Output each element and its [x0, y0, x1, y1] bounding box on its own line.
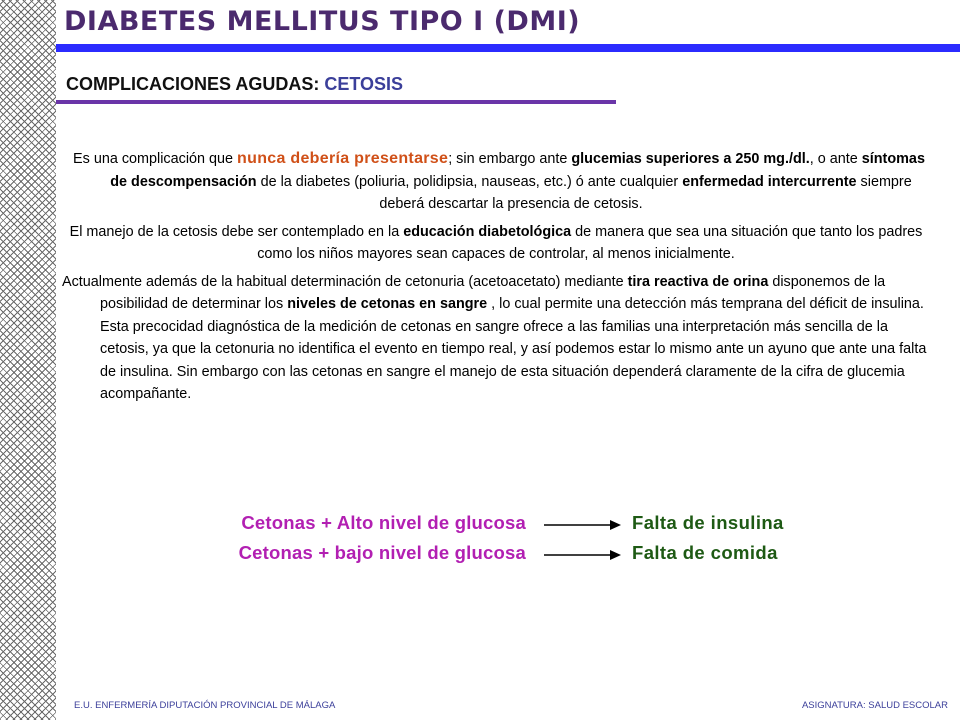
p1-bold-glucemias: glucemias superiores a 250 mg./dl. — [571, 151, 810, 167]
relation-cause: Cetonas + bajo nivel de glucosa — [238, 542, 526, 563]
p3-text: disponemos de la posibilidad de determinar los — [100, 273, 886, 312]
p1-text: Es una complicación que — [73, 151, 238, 167]
relation-result: Falta de comida — [632, 542, 778, 563]
slide-subtitle — [66, 74, 403, 95]
paragraph-complication — [62, 148, 930, 216]
slide-title: DIABETES MELLITUS TIPO I (DMI) — [64, 6, 581, 37]
p1-text: , o ante — [809, 151, 862, 167]
footer-course: ASIGNATURA: SALUD ESCOLAR — [801, 700, 948, 711]
p2-text: El manejo de la cetosis debe ser contemplado en la — [69, 223, 404, 240]
relation-row — [0, 542, 960, 568]
p1-bold-enfermedad: enfermedad intercurrente — [682, 173, 857, 190]
p1-text: siempre deberá descartar la presencia de cetosis. — [379, 173, 912, 212]
relation-result: Falta de insulina — [632, 512, 784, 533]
p1-text: de la diabetes (poliuria, polidipsia, nauseas, etc.) ó ante cualquier — [256, 173, 683, 190]
right-arrow-icon — [542, 542, 622, 568]
p3-text: , lo cual permite una detección más temprana del déficit de insulina. Esta precocidad diagnóstica de la medición de cetonas en sangre ofrece a las familias una interpretación más sencilla de la cetosis, ya que la cetonuria no identifica el evento en tiempo real, y así podemos estar lo mismo ante un ayuno que ante una falta de insulina. Sin embargo con las cetonas en sangre el manejo de esta situación dependerá claramente de la cifra de glucemia acompañante. — [100, 296, 927, 402]
p1-bold-sintomas: síntomas de descompensación — [110, 151, 925, 190]
footer-institution: E.U. ENFERMERÍA DIPUTACIÓN PROVINCIAL DE MÁLAGA — [74, 700, 336, 711]
hatched-side-bar — [0, 0, 56, 720]
p1-text: ; sin embargo ante — [448, 151, 572, 167]
paragraph-management — [62, 221, 930, 266]
relation-row — [0, 512, 960, 538]
p3-bold-niveles: niveles de cetonas en sangre — [287, 296, 488, 312]
relation-cause: Cetonas + Alto nivel de glucosa — [241, 512, 526, 533]
subtitle-accent: CETOSIS — [324, 74, 404, 94]
p3-text: Actualmente además de la habitual determinación de cetonuria (acetoacetato) mediante — [62, 273, 628, 290]
subtitle-prefix: COMPLICACIONES AGUDAS: — [66, 74, 325, 94]
title-underline — [56, 44, 960, 52]
p2-text: de manera que sea una situación que tanto los padres como los niños mayores sean capaces de controlar, al menos inicialmente. — [257, 223, 923, 262]
p3-bold-tira: tira reactiva de orina — [627, 273, 769, 290]
slide-body — [62, 148, 930, 411]
p2-bold-educacion: educación diabetológica — [403, 223, 572, 240]
right-arrow-icon — [542, 512, 622, 538]
subtitle-underline — [56, 100, 616, 104]
p1-highlight-nunca: nunca debería presentarse — [237, 150, 449, 167]
paragraph-blood-ketones — [62, 271, 930, 406]
